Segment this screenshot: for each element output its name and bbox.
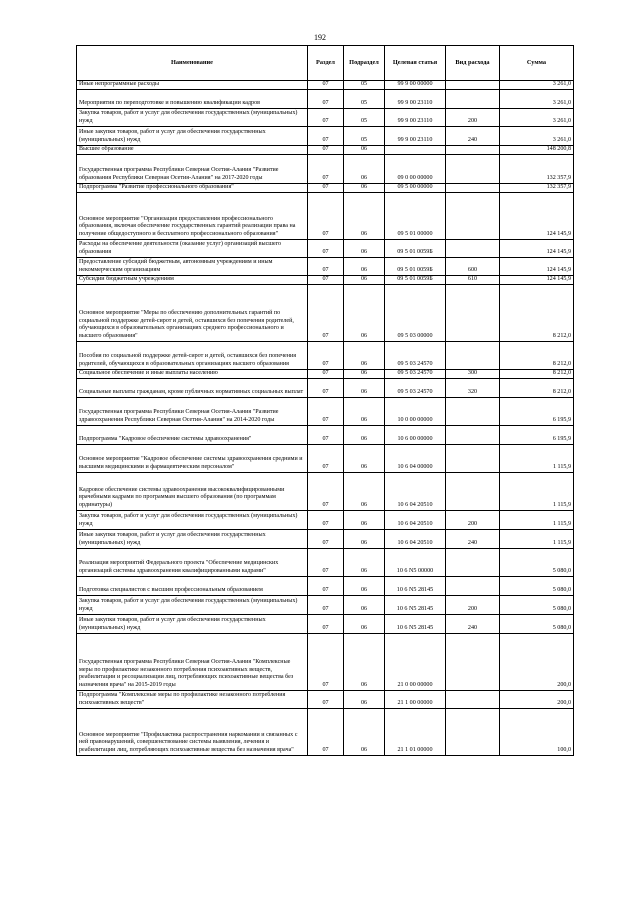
row-razdel: 07: [308, 549, 344, 577]
row-summa: 132 357,9: [500, 184, 574, 193]
table-row: [77, 193, 574, 240]
row-name: Иные закупки товаров, работ и услуг для обеспечения государственных (муниципальных) нужд: [77, 127, 308, 146]
row-razdel: 07: [308, 473, 344, 511]
header-razdel: Раздел: [308, 46, 344, 81]
header-name: Наименование: [77, 46, 308, 81]
row-razdel: 07: [308, 81, 344, 90]
row-statya: 99 9 00 00000: [385, 81, 446, 90]
table-row: [77, 109, 574, 127]
row-vid-raskhoda: [446, 549, 500, 577]
row-name: Основное мероприятие "Кадровое обеспечение системы здравоохранения средними и высшими медицинскими и фармацевтическим персоналом": [77, 445, 308, 473]
row-razdel: 07: [308, 285, 344, 342]
row-podrazdel: 06: [344, 155, 385, 184]
row-statya: 10 6 00 00000: [385, 426, 446, 445]
row-name: Подготовка специалистов с высшим профессиональным образованием: [77, 577, 308, 596]
row-podrazdel: 06: [344, 240, 385, 258]
row-name: Основное мероприятие "Организация предоставления профессионального образования, включая обеспечение государственных гарантий реализации права на получение общедоступного и бесплатного профессионального образования": [77, 193, 308, 240]
table-row: [77, 511, 574, 530]
row-name: Подпрограмма "Развитие профессионального образования": [77, 184, 308, 193]
table-row: [77, 240, 574, 258]
row-summa: 3 261,0: [500, 109, 574, 127]
row-vid-raskhoda: 300: [446, 370, 500, 379]
row-statya: 09 5 01 0059Б: [385, 240, 446, 258]
row-vid-raskhoda: [446, 634, 500, 691]
budget-table: [76, 45, 574, 756]
table-row: [77, 285, 574, 342]
row-statya: 10 6 04 20510: [385, 511, 446, 530]
row-vid-raskhoda: [446, 285, 500, 342]
row-statya: 10 6 N5 28145: [385, 577, 446, 596]
row-summa: 5 080,0: [500, 549, 574, 577]
row-podrazdel: 06: [344, 634, 385, 691]
row-statya: 10 6 N5 28145: [385, 596, 446, 615]
row-razdel: 07: [308, 109, 344, 127]
row-vid-raskhoda: [446, 342, 500, 370]
row-razdel: 07: [308, 184, 344, 193]
row-razdel: 07: [308, 426, 344, 445]
row-razdel: 07: [308, 146, 344, 155]
row-podrazdel: 06: [344, 549, 385, 577]
row-name: Реализация мероприятий Федерального проекта "Обеспечение медицинских организаций системы здравоохранения квалифицированными кадрами": [77, 549, 308, 577]
row-razdel: 07: [308, 398, 344, 426]
row-razdel: 07: [308, 90, 344, 109]
row-summa: 124 145,9: [500, 240, 574, 258]
row-vid-raskhoda: 200: [446, 596, 500, 615]
row-statya: 10 6 04 20510: [385, 473, 446, 511]
table-row: [77, 596, 574, 615]
row-statya: 09 5 03 24570: [385, 370, 446, 379]
table-row: [77, 445, 574, 473]
table-header-row: [77, 46, 574, 81]
row-statya: 10 0 00 00000: [385, 398, 446, 426]
row-name: Государственная программа Республики Северная Осетия-Алания "Развитие здравоохранения Республики Северная Осетия-Алания" на 2014-2020 годы: [77, 398, 308, 426]
row-statya: 09 0 00 00000: [385, 155, 446, 184]
row-podrazdel: 06: [344, 379, 385, 398]
row-podrazdel: 06: [344, 530, 385, 549]
table-row: [77, 615, 574, 634]
row-razdel: 07: [308, 370, 344, 379]
row-razdel: 07: [308, 530, 344, 549]
row-statya: 10 6 04 00000: [385, 445, 446, 473]
row-statya: 09 5 03 24570: [385, 342, 446, 370]
row-summa: 3 261,0: [500, 90, 574, 109]
table-row: [77, 155, 574, 184]
row-statya: 10 6 04 20510: [385, 530, 446, 549]
row-summa: 5 080,0: [500, 615, 574, 634]
table-row: [77, 577, 574, 596]
row-summa: 124 145,9: [500, 193, 574, 240]
row-vid-raskhoda: [446, 146, 500, 155]
table-row: [77, 258, 574, 276]
row-podrazdel: 06: [344, 709, 385, 756]
row-razdel: 07: [308, 379, 344, 398]
table-row: [77, 146, 574, 155]
row-vid-raskhoda: 200: [446, 109, 500, 127]
row-name: Мероприятия по переподготовке и повышению квалификации кадров: [77, 90, 308, 109]
row-vid-raskhoda: 610: [446, 276, 500, 285]
row-name: Основное мероприятие "Меры по обеспечению дополнительных гарантий по социальной поддержке детей-сирот и детей, оставшихся без попечения родителей, обучающихся в образовательных организациях среднего профессионального и высшего образования": [77, 285, 308, 342]
row-summa: 3 261,0: [500, 81, 574, 90]
row-podrazdel: 06: [344, 258, 385, 276]
row-vid-raskhoda: [446, 90, 500, 109]
header-vid-raskhoda: Вид расхода: [446, 46, 500, 81]
row-razdel: 07: [308, 127, 344, 146]
row-summa: 1 115,9: [500, 511, 574, 530]
row-name: Закупка товаров, работ и услуг для обеспечения государственных (муниципальных) нужд: [77, 109, 308, 127]
row-razdel: 07: [308, 445, 344, 473]
table-row: [77, 426, 574, 445]
table-row: [77, 379, 574, 398]
row-podrazdel: 05: [344, 127, 385, 146]
row-summa: 8 212,0: [500, 342, 574, 370]
row-razdel: 07: [308, 596, 344, 615]
row-summa: 6 195,9: [500, 398, 574, 426]
row-razdel: 07: [308, 511, 344, 530]
row-vid-raskhoda: [446, 691, 500, 709]
row-podrazdel: 06: [344, 445, 385, 473]
row-vid-raskhoda: [446, 193, 500, 240]
row-statya: 10 6 N5 00000: [385, 549, 446, 577]
row-summa: 8 212,0: [500, 370, 574, 379]
row-name: Закупка товаров, работ и услуг для обеспечения государственных (муниципальных) нужд: [77, 596, 308, 615]
row-summa: 8 212,0: [500, 379, 574, 398]
row-razdel: 07: [308, 240, 344, 258]
row-razdel: 07: [308, 276, 344, 285]
table-body: [77, 81, 574, 756]
row-podrazdel: 06: [344, 276, 385, 285]
row-podrazdel: 06: [344, 691, 385, 709]
row-podrazdel: 06: [344, 615, 385, 634]
row-razdel: 07: [308, 342, 344, 370]
row-name: Подпрограмма "Кадровое обеспечение системы здравоохранения": [77, 426, 308, 445]
row-statya: 09 5 01 0059Б: [385, 258, 446, 276]
row-name: Пособия по социальной поддержке детей-сирот и детей, оставшихся без попечения родителей, обучающихся в образовательных организациях высшего образования: [77, 342, 308, 370]
row-razdel: 07: [308, 634, 344, 691]
row-podrazdel: 06: [344, 146, 385, 155]
row-statya: 21 1 01 00000: [385, 709, 446, 756]
row-statya: 99 9 00 23110: [385, 90, 446, 109]
row-summa: 200,0: [500, 634, 574, 691]
row-name: Социальное обеспечение и иные выплаты населению: [77, 370, 308, 379]
header-podrazdel: Подраздел: [344, 46, 385, 81]
row-podrazdel: 06: [344, 184, 385, 193]
row-podrazdel: 06: [344, 193, 385, 240]
row-name: Государственная программа Республики Северная Осетия-Алания "Комплексные меры по профилактике незаконного потребления психоактивных веществ, реабилитации и ресоциализации лиц, потребляющих психоактивные вещества без назначения врача" на 2015-2019 годы: [77, 634, 308, 691]
table-row: [77, 549, 574, 577]
row-summa: 148 200,8: [500, 146, 574, 155]
row-vid-raskhoda: [446, 398, 500, 426]
row-statya: 09 5 03 00000: [385, 285, 446, 342]
row-summa: 124 145,9: [500, 276, 574, 285]
row-podrazdel: 06: [344, 370, 385, 379]
row-podrazdel: 06: [344, 577, 385, 596]
row-vid-raskhoda: [446, 240, 500, 258]
table-row: [77, 398, 574, 426]
row-vid-raskhoda: 240: [446, 530, 500, 549]
row-vid-raskhoda: [446, 577, 500, 596]
table-row: [77, 473, 574, 511]
row-podrazdel: 05: [344, 109, 385, 127]
row-statya: 21 0 00 00000: [385, 634, 446, 691]
row-vid-raskhoda: [446, 445, 500, 473]
table-row: [77, 90, 574, 109]
row-vid-raskhoda: 240: [446, 615, 500, 634]
row-name: Социальные выплаты гражданам, кроме публичных нормативных социальных выплат: [77, 379, 308, 398]
row-podrazdel: 06: [344, 473, 385, 511]
row-vid-raskhoda: [446, 155, 500, 184]
row-razdel: 07: [308, 577, 344, 596]
row-summa: 132 357,9: [500, 155, 574, 184]
row-name: Государственная программа Республики Северная Осетия-Алания "Развитие образования Республики Северная Осетия-Алания" на 2017-2020 годы: [77, 155, 308, 184]
row-summa: 5 080,0: [500, 577, 574, 596]
row-podrazdel: 06: [344, 596, 385, 615]
row-podrazdel: 06: [344, 511, 385, 530]
table-row: [77, 276, 574, 285]
row-summa: 6 195,9: [500, 426, 574, 445]
row-statya: 99 9 00 23110: [385, 127, 446, 146]
row-podrazdel: 06: [344, 426, 385, 445]
row-podrazdel: 06: [344, 342, 385, 370]
row-summa: 200,0: [500, 691, 574, 709]
row-summa: 3 261,0: [500, 127, 574, 146]
row-name: Расходы на обеспечение деятельности (оказание услуг) организаций высшего образования: [77, 240, 308, 258]
row-razdel: 07: [308, 258, 344, 276]
page-number: 192: [314, 33, 326, 42]
row-razdel: 07: [308, 709, 344, 756]
row-name: Закупка товаров, работ и услуг для обеспечения государственных (муниципальных) нужд: [77, 511, 308, 530]
row-statya: 09 5 00 00000: [385, 184, 446, 193]
row-vid-raskhoda: 200: [446, 511, 500, 530]
row-summa: 8 212,0: [500, 285, 574, 342]
row-statya: 10 6 N5 28145: [385, 615, 446, 634]
table-row: [77, 530, 574, 549]
row-name: Основное мероприятие "Профилактика распространения наркомании и связанных с ней правонарушений, совершенствование системы выявления, лечения и реабилитации лиц, потребляющих психоактивные вещества без назначения врача": [77, 709, 308, 756]
table-row: [77, 127, 574, 146]
row-name: Иные непрограммные расходы: [77, 81, 308, 90]
row-name: Высшее образование: [77, 146, 308, 155]
row-razdel: 07: [308, 615, 344, 634]
row-summa: 5 080,0: [500, 596, 574, 615]
row-statya: [385, 146, 446, 155]
row-vid-raskhoda: [446, 81, 500, 90]
row-statya: 21 1 00 00000: [385, 691, 446, 709]
row-summa: 1 115,9: [500, 445, 574, 473]
table-row: [77, 370, 574, 379]
row-statya: 09 5 01 0059Б: [385, 276, 446, 285]
row-name: Иные закупки товаров, работ и услуг для обеспечения государственных (муниципальных) нужд: [77, 530, 308, 549]
table-row: [77, 691, 574, 709]
row-statya: 09 5 01 00000: [385, 193, 446, 240]
row-name: Предоставление субсидий бюджетным, автономным учреждениям и иным некоммерческим организациям: [77, 258, 308, 276]
row-summa: 100,0: [500, 709, 574, 756]
row-podrazdel: 05: [344, 90, 385, 109]
header-summa: Сумма: [500, 46, 574, 81]
row-razdel: 07: [308, 193, 344, 240]
row-vid-raskhoda: 600: [446, 258, 500, 276]
row-name: Иные закупки товаров, работ и услуг для обеспечения государственных (муниципальных) нужд: [77, 615, 308, 634]
row-name: Кадровое обеспечение системы здравоохранения высококвалифицированными врачебными кадрами по программам высшего образования (по программам ординатуры): [77, 473, 308, 511]
row-razdel: 07: [308, 155, 344, 184]
row-podrazdel: 06: [344, 398, 385, 426]
table-row: [77, 342, 574, 370]
row-vid-raskhoda: [446, 473, 500, 511]
row-vid-raskhoda: 240: [446, 127, 500, 146]
row-vid-raskhoda: [446, 709, 500, 756]
table-row: [77, 709, 574, 756]
row-summa: 124 145,9: [500, 258, 574, 276]
row-razdel: 07: [308, 691, 344, 709]
row-podrazdel: 05: [344, 81, 385, 90]
row-podrazdel: 06: [344, 285, 385, 342]
row-statya: 09 5 03 24570: [385, 379, 446, 398]
row-vid-raskhoda: [446, 184, 500, 193]
row-summa: 1 115,9: [500, 473, 574, 511]
row-summa: 1 115,9: [500, 530, 574, 549]
row-statya: 99 9 00 23110: [385, 109, 446, 127]
row-name: Субсидии бюджетным учреждениям: [77, 276, 308, 285]
row-vid-raskhoda: 320: [446, 379, 500, 398]
table-row: [77, 634, 574, 691]
row-vid-raskhoda: [446, 426, 500, 445]
header-statya: Целевая статья: [385, 46, 446, 81]
table-row: [77, 184, 574, 193]
row-name: Подпрограмма "Комплексные меры по профилактике незаконного потребления психоактивных веществ": [77, 691, 308, 709]
table-row: [77, 81, 574, 90]
